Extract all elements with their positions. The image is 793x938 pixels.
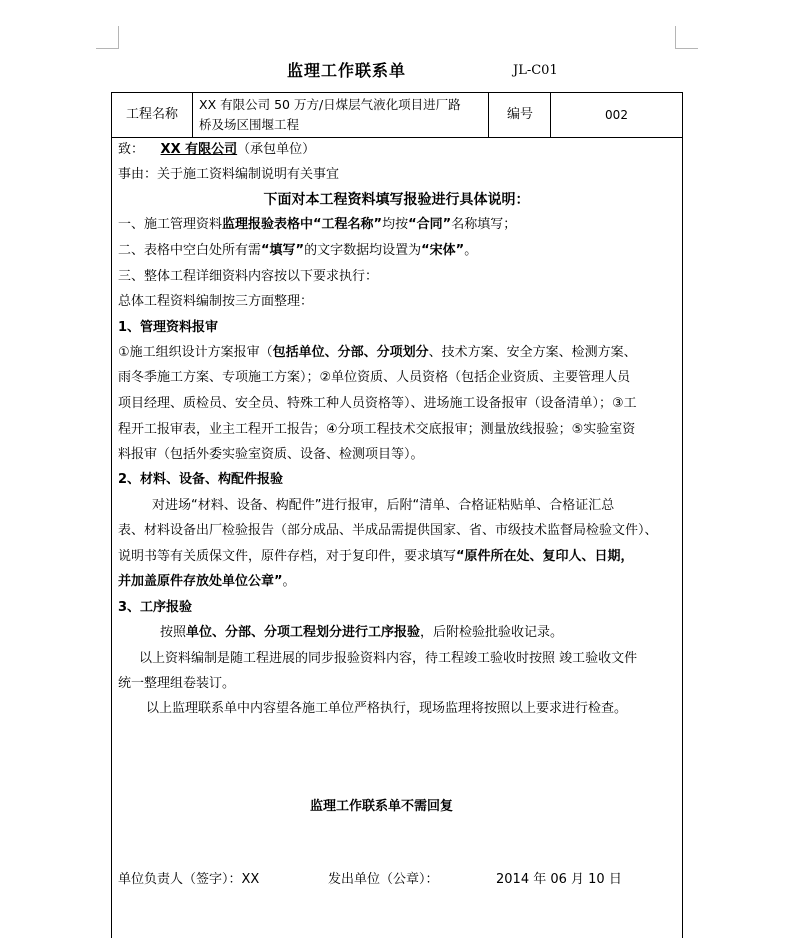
summary-line-2: 统一整理组卷装订。 [118, 676, 236, 691]
number-value: 002 [605, 108, 628, 122]
instruction-line: 以上监理联系单中内容望各施工单位严格执行，现场监理将按照以上要求进行检查。 [146, 701, 628, 716]
crop-mark-right [675, 26, 698, 49]
project-name-label: 工程名称 [112, 93, 193, 137]
sec1-heading: 1、管理资料报审 [118, 320, 219, 335]
item-3: 三、整体工程详细资料内容按以下要求执行： [118, 269, 379, 284]
sec1-line-3: 项目经理、质检员、安全员、特殊工种人员资格等）、进场施工设备报审（设备清单）；③工 [118, 396, 637, 411]
subject-line: 事由：关于施工资料编制说明有关事宜 [118, 167, 340, 182]
sec1-line-2: 雨冬季施工方案、专项施工方案）；②单位资质、人员资格（包括企业资质、主要管理人员 [118, 370, 631, 385]
sec2-line-1: 对进场“材料、设备、构配件”进行报审，后附“清单、合格证粘贴单、合格证汇总 [152, 498, 615, 513]
sec2-line-2: 表、材料设备出厂检验报告（部分成品、半成品需提供国家、省、市级技术监督局检验文件）、 [118, 523, 658, 538]
document-code: JL-C01 [513, 63, 558, 78]
item-4: 总体工程资料编制按三方面整理： [118, 294, 314, 309]
sec2-heading: 2、材料、设备、构配件报验 [118, 472, 284, 487]
sec2-line-4: 并加盖原件存放处单位公章”。 [118, 574, 296, 589]
sec1-line-5: 料报审（包括外委实验室资质、设备、检测项目等）。 [118, 447, 424, 462]
project-name-value: XX 有限公司 50 万方/日煤层气液化项目进厂路 桥及场区围堰工程 [193, 93, 489, 137]
header-row [112, 93, 682, 138]
addressee-line: 致： XX 有限公司（承包单位） [118, 142, 316, 157]
sec2-line-3: 说明书等有关质保文件，原件存档，对于复印件，要求填写“原件所在处、复印人、日期， [118, 549, 634, 564]
summary-line-1: 以上资料编制是随工程进展的同步报验资料内容，待工程竣工验收时按照 竣工验收文件 [139, 651, 638, 666]
document-title: 监理工作联系单 [286, 61, 406, 80]
crop-mark-left [96, 26, 119, 49]
sec3-heading: 3、工序报验 [118, 600, 193, 615]
issue-date: 2014 年 06 月 10 日 [496, 872, 622, 887]
sec1-line-1: ①施工组织设计方案报审（包括单位、分部、分项划分、技术方案、安全方案、检测方案、 [118, 345, 637, 360]
item-1: 一、施工管理资料监理报验表格中“工程名称”均按“合同”名称填写； [118, 217, 517, 232]
sec1-line-4: 程开工报审表，业主工程开工报告；④分项工程技术交底报审；测量放线报验；⑤实验室资 [118, 422, 636, 437]
sec3-line-1: 按照单位、分部、分项工程划分进行工序报验，后附检验批验收记录。 [160, 625, 564, 640]
signer-field: 单位负责人（签字）：XX [118, 872, 260, 887]
number-label: 编号 [490, 93, 551, 137]
item-2: 二、表格中空白处所有需“填写”的文字数据均设置为“宋体”。 [118, 243, 478, 258]
no-reply-note: 监理工作联系单不需回复 [310, 799, 454, 814]
section-heading: 下面对本工程资料填写报验进行具体说明： [263, 192, 530, 208]
issuer-field: 发出单位（公章）： [328, 872, 439, 887]
